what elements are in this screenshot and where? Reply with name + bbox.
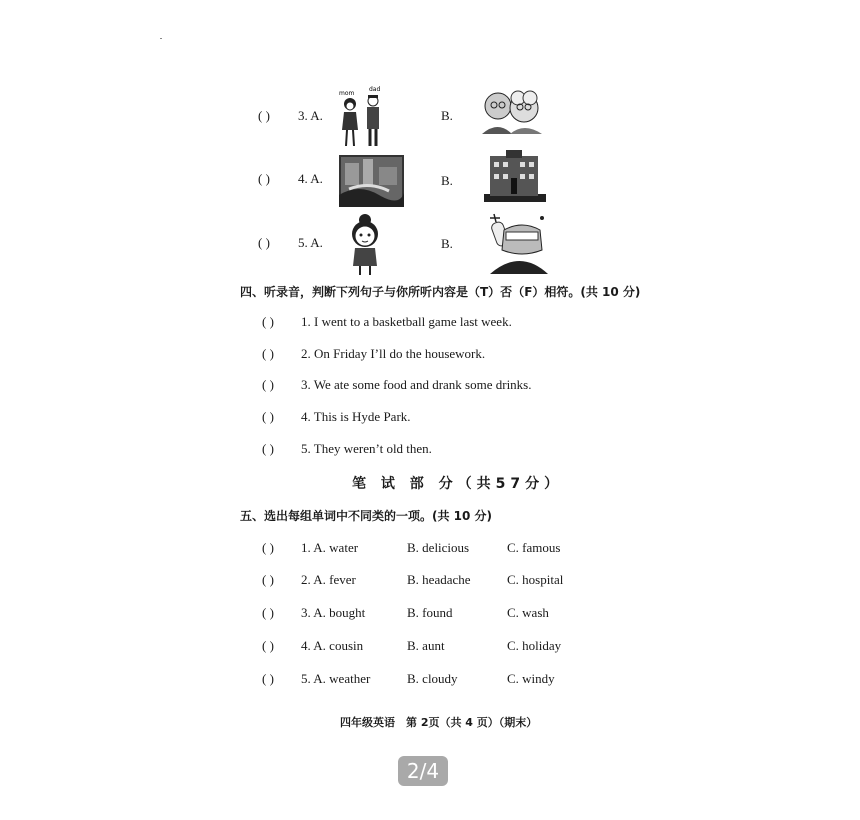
dad-label: dad (369, 86, 381, 93)
word-option-c: C. windy (507, 671, 555, 686)
question-3-option-b: B. (441, 108, 453, 123)
question-4-label: 4. A. (298, 171, 323, 186)
answer-paren-5[interactable]: ( ) (258, 235, 270, 250)
scan-speck (160, 38, 162, 39)
word-option-b: B. headache (407, 572, 471, 587)
answer-paren[interactable]: ( ) (262, 377, 274, 392)
word-option-c: C. holiday (507, 638, 562, 653)
written-part-title: 笔 试 部 分（共57分） (352, 476, 564, 492)
word-option-b: B. cloudy (407, 671, 458, 686)
sick-person-picture (486, 210, 552, 274)
section-5-heading: 五、选出每组单词中不同类的一项。(共 10 分) (240, 509, 493, 523)
word-option-b: B. aunt (407, 638, 445, 653)
building-picture (478, 148, 550, 203)
mom-and-dad-picture (335, 84, 387, 148)
mom-label: mom (339, 90, 355, 97)
word-option-c: C. hospital (507, 572, 564, 587)
word-option-b: B. delicious (407, 540, 470, 555)
word-option-a: 1. A. water (301, 540, 359, 555)
answer-paren-3[interactable]: ( ) (258, 108, 270, 123)
girl-picture (343, 212, 387, 276)
answer-paren[interactable]: ( ) (262, 346, 274, 361)
answer-paren-4[interactable]: ( ) (258, 171, 270, 186)
word-option-c: C. famous (507, 540, 561, 555)
answer-paren[interactable]: ( ) (262, 605, 274, 620)
listening-item-5: 5. They weren’t old then. (301, 441, 432, 456)
word-option-a: 5. A. weather (301, 671, 371, 686)
word-option-c: C. wash (507, 605, 549, 620)
question-4-option-b: B. (441, 173, 453, 188)
question-5-option-b: B. (441, 236, 453, 251)
question-5-label: 5. A. (298, 235, 323, 250)
listening-item-1: 1. I went to a basketball game last week. (301, 314, 512, 329)
listening-item-2: 2. On Friday I’ll do the housework. (301, 346, 486, 361)
answer-paren[interactable]: ( ) (262, 671, 274, 686)
listening-item-3: 3. We ate some food and drank some drinks. (301, 377, 532, 392)
question-3-label: 3. A. (298, 108, 323, 123)
answer-paren[interactable]: ( ) (262, 638, 274, 653)
answer-paren[interactable]: ( ) (262, 409, 274, 424)
page-footer: 四年级英语 第 2页（共 4 页）（期末） (340, 716, 538, 729)
word-option-b: B. found (407, 605, 453, 620)
park-picture (339, 155, 404, 207)
word-option-a: 2. A. fever (301, 572, 356, 587)
answer-paren[interactable]: ( ) (262, 314, 274, 329)
answer-paren[interactable]: ( ) (262, 540, 274, 555)
answer-paren[interactable]: ( ) (262, 441, 274, 456)
word-option-a: 4. A. cousin (301, 638, 364, 653)
page-indicator: 2/4 (398, 756, 448, 786)
word-option-a: 3. A. bought (301, 605, 366, 620)
section-4-heading: 四、听录音，判断下列句子与你所听内容是（T）否（F）相符。(共 10 分) (240, 285, 641, 299)
listening-item-4: 4. This is Hyde Park. (301, 409, 411, 424)
grandparents-picture (478, 86, 546, 134)
answer-paren[interactable]: ( ) (262, 572, 274, 587)
